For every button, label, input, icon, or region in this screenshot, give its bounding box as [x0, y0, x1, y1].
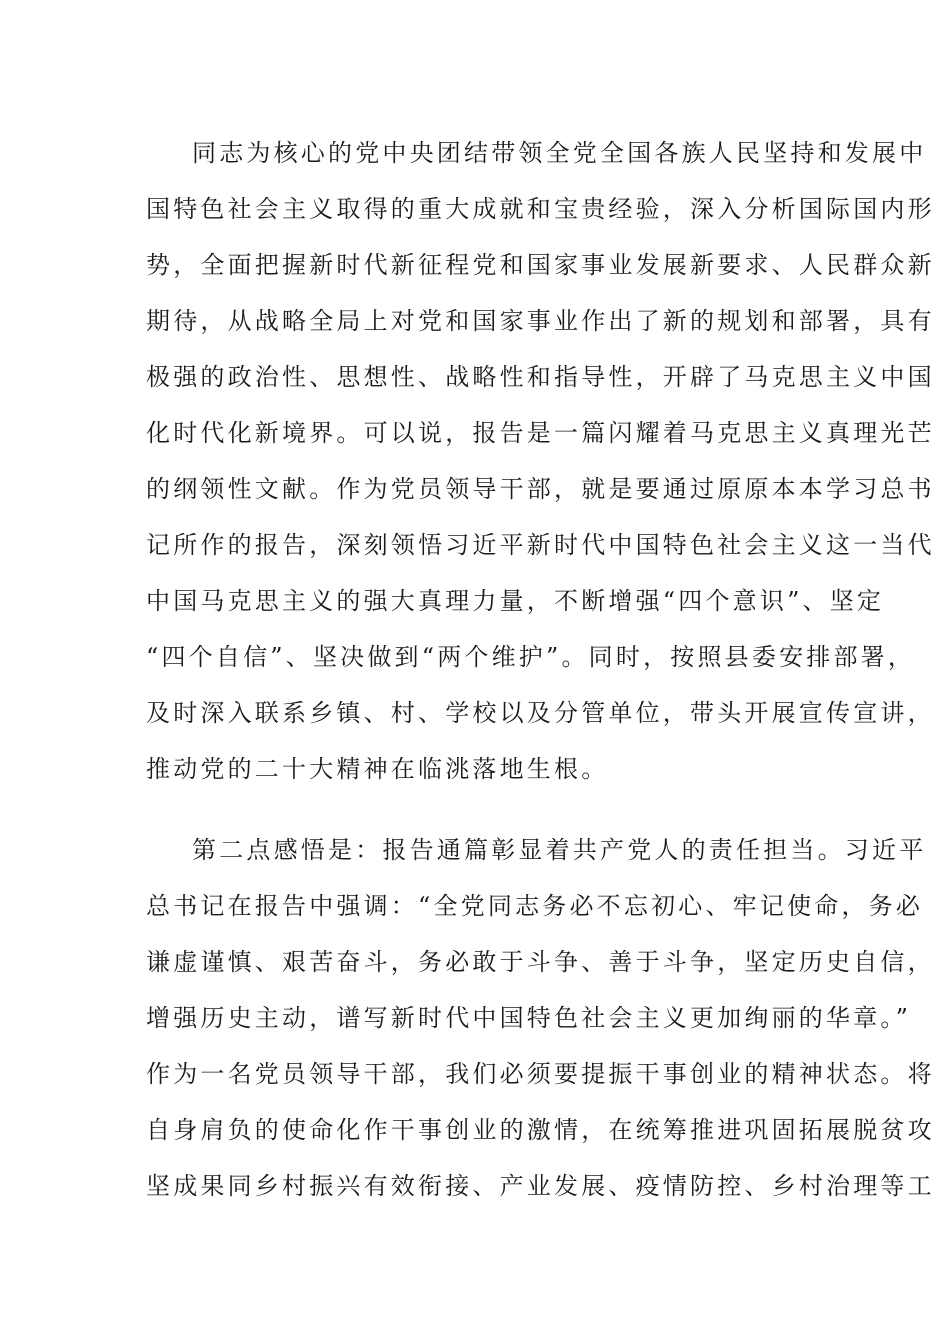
paragraph-line: 总书记在报告中强调：“全党同志务必不忘初心、牢记使命，务必 [146, 892, 924, 920]
paragraph-line: 化时代化新境界。可以说，报告是一篇闪耀着马克思主义真理光芒 [146, 419, 935, 447]
paragraph-line: 国特色社会主义取得的重大成就和宝贵经验，深入分析国际国内形 [146, 195, 935, 223]
paragraph-1 [146, 125, 935, 797]
paragraph-line: 谦虚谨慎、艰苦奋斗，务必敢于斗争、善于斗争，坚定历史自信， [146, 948, 935, 976]
paragraph-2 [146, 822, 935, 1214]
paragraph-line: 第二点感悟是：报告通篇彰显着共产党人的责任担当。习近平 [192, 836, 927, 864]
paragraph-line: 坚成果同乡村振兴有效衔接、产业发展、疫情防控、乡村治理等工 [146, 1172, 935, 1200]
paragraph-line: 同志为核心的党中央团结带领全党全国各族人民坚持和发展中 [192, 139, 927, 167]
paragraph-line: 自身肩负的使命化作干事创业的激情，在统筹推进巩固拓展脱贫攻 [146, 1116, 935, 1144]
paragraph-line: 及时深入联系乡镇、村、学校以及分管单位，带头开展宣传宣讲， [146, 699, 935, 727]
paragraph-line: 的纲领性文献。作为党员领导干部，就是要通过原原本本学习总书 [146, 475, 935, 503]
paragraph-line: 记所作的报告，深刻领悟习近平新时代中国特色社会主义这一当代 [146, 531, 935, 559]
paragraph-line: 作为一名党员领导干部，我们必须要提振干事创业的精神状态。将 [146, 1060, 935, 1088]
paragraph-line: 增强历史主动，谱写新时代中国特色社会主义更加绚丽的华章。” [146, 1004, 912, 1032]
paragraph-line: 中国马克思主义的强大真理力量，不断增强“四个意识”、坚定 [146, 587, 885, 615]
paragraph-line: 推动党的二十大精神在临洮落地生根。 [146, 755, 609, 783]
paragraph-line: 势，全面把握新时代新征程党和国家事业发展新要求、人民群众新 [146, 251, 935, 279]
paragraph-line: 极强的政治性、思想性、战略性和指导性，开辟了马克思主义中国 [146, 363, 935, 391]
paragraph-line: “四个自信”、坚决做到“两个维护”。同时，按照县委安排部署， [146, 643, 916, 671]
paragraph-line: 期待，从战略全局上对党和国家事业作出了新的规划和部署，具有 [146, 307, 935, 335]
